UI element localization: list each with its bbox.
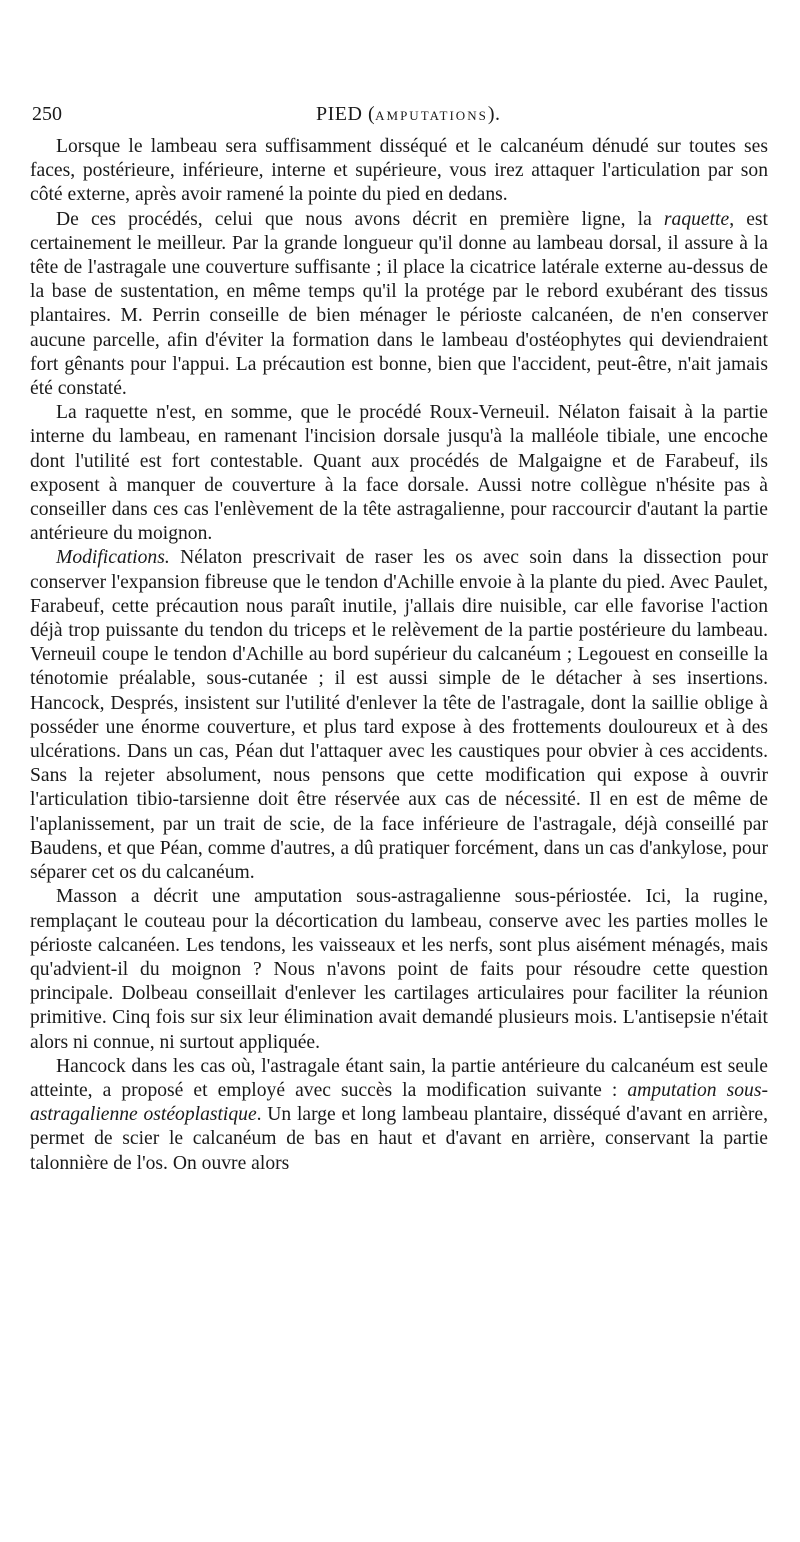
running-title-open: ( [362, 103, 376, 125]
paragraph-2-italic-term: raquette [663, 208, 730, 230]
paragraph-4 [30, 546, 768, 885]
running-title-close: ). [487, 103, 501, 125]
page-number: 250 [32, 103, 62, 125]
paragraph-4-text: Nélaton prescrivait de raser les os avec soin dans la dissection pour conserver l'expansion fibreuse que le tendon d'Achille envoie à la plante du pied. Avec Paulet, Farabeuf, cette précaution nous paraît inutile, j'allais dire nuisible, car elle favorise l'action déjà trop puissante du tendon du triceps et le relèvement de la partie postérieure du lambeau. Verneuil coupe le tendon d'Achille au bord supérieur du calcanéum ; Legouest en conseille la ténotomie préalable, sous-cutanée ; il est aussi simple de le détacher à ses insertions. Hancock, Després, insistent sur l'utilité d'enlever la tête de l'astragale, dont la saillie oblige à posséder une énorme couverture, et plus tard expose à des frottements douloureux et à des ulcérations. Dans un cas, Péan dut l'attaquer avec les caustiques pour obvier à ces accidents. Sans la rejeter absolument, nous pensons que cette modification qui expose à ouvrir l'articulation tibio-tarsienne doit être réservée aux cas de nécessité. Il en est de même de l'aplanissement, par un trait de scie, de la face inférieure de l'astragale, déjà conseillé par Baudens, et que Péan, comme d'autres, a dû pratiquer forcément, dans un cas d'ankylose, pour séparer cet os du calcanéum. [30, 547, 768, 884]
paragraph-6-text-after: . Un large et long lambeau plantaire, disséqué d'avant en arrière, permet de scier le calcanéum de bas en haut et d'avant en arrière, conservant la partie talonnière de l'os. On ouvre alors [30, 1104, 768, 1174]
paragraph-3-text: La raquette n'est, en somme, que le procédé Roux-Verneuil. Nélaton faisait à la partie interne du lambeau, en ramenant l'incision dorsale jusqu'à la malléole tibiale, une encoche dont l'utilité est fort contestable. Quant aux procédés de Malgaigne et de Farabeuf, ils exposent à manquer de couverture à la face dorsale. Aussi notre collègue n'hésite pas à conseiller dans ces cas l'enlèvement de la tête astragalienne, pour raccourcir d'autant la partie antérieure du moignon. [30, 402, 768, 545]
paragraph-2-text-after: , est certainement le meilleur. Par la grande longueur qu'il donne au lambeau dorsal, il assure à la tête de l'astragale une couverture suffisante ; il place la cicatrice latérale externe au-dessus de la base de sustentation, en même temps qu'il la protége par le rebord exubérant des tissus plantaires. M. Perrin conseille de bien ménager le périoste calcanéen, de n'en conserver aucune parcelle, afin d'éviter la formation dans le lambeau d'ostéophytes qui deviendraient fort gênants pour l'appui. La précaution est bonne, bien que l'accident, peut-être, n'ait jamais été constaté. [30, 208, 768, 400]
paragraph-6-text-before: Hancock dans les cas où, l'astragale étant sain, la partie antérieure du calcanéum est seule atteinte, a proposé et employé avec succès la modification suivante : [30, 1055, 768, 1101]
paragraph-3 [30, 401, 768, 546]
paragraph-1 [30, 135, 768, 208]
paragraph-2 [30, 208, 768, 402]
page-header [30, 100, 770, 128]
paragraph-6 [30, 1055, 768, 1176]
body-text [30, 135, 768, 1176]
running-title-small-caps: AMPUTATIONS [375, 108, 488, 123]
paragraph-5 [30, 885, 768, 1054]
paragraph-4-italic-lead: Modifications. [56, 547, 170, 569]
paragraph-5-text: Masson a décrit une amputation sous-astragalienne sous-périostée. Ici, la rugine, remplaçant le couteau pour la décortication du lambeau, conserve avec les parties molles le périoste calcanéen. Les tendons, les vaisseaux et les nerfs, sont plus aisément ménagés, mais qu'advient-il du moignon ? Nous n'avons point de faits pour résoudre cette question principale. Dolbeau conseillait d'enlever les cartilages articulaires pour faciliter la réunion primitive. Cinq fois sur six leur élimination avait demandé plusieurs mois. L'antisepsie n'était alors ni connue, ni surtout appliquée. [30, 886, 768, 1053]
running-title [316, 100, 501, 130]
running-title-main: PIED [316, 103, 363, 125]
paragraph-6-italic-term: amputation sous-astragalienne ostéoplastique [30, 1079, 768, 1126]
paragraph-1-text: Lorsque le lambeau sera suffisamment disséqué et le calcanéum dénudé sur toutes ses faces, postérieure, inférieure, interne et supérieure, vous irez attaquer l'articulation par son côté externe, après avoir ramené la pointe du pied en dedans. [30, 136, 768, 206]
paragraph-2-text-before: De ces procédés, celui que nous avons décrit en première ligne, la [56, 208, 664, 230]
